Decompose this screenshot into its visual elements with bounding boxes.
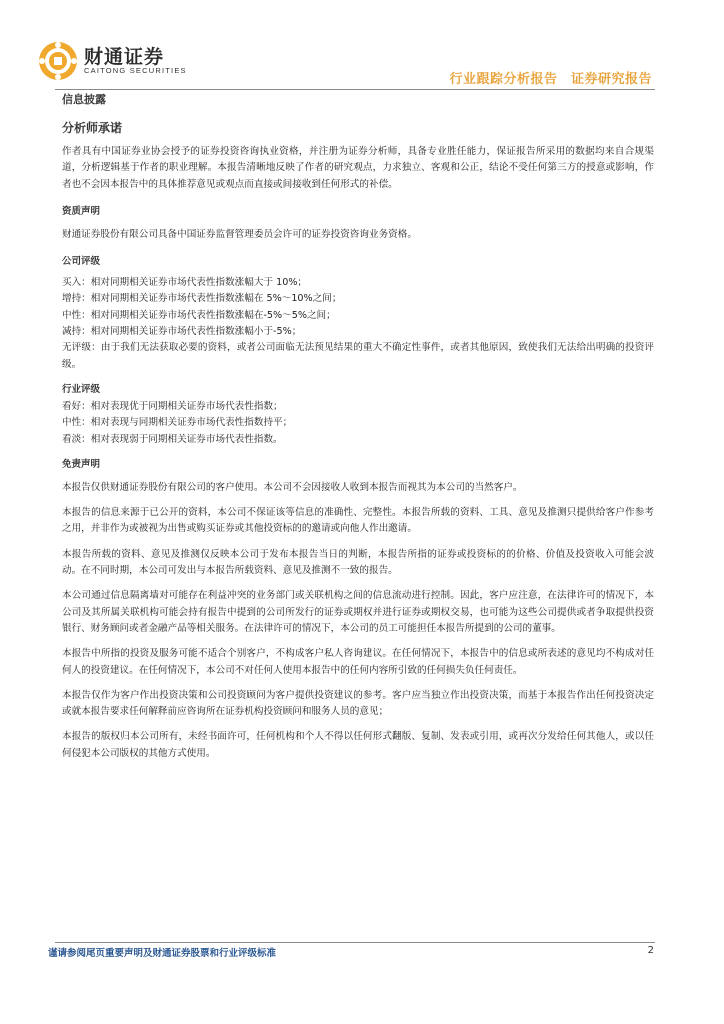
disclaimer-paragraph: 本报告所载的资料、意见及推测仅反映本公司于发布本报告当日的判断，本报告所指的证券或投资标的的价格、价值及投资收入可能会波动。在不同时期，本公司可发出与本报告所载资料、意见及推测不一致的报告。 (62, 548, 654, 577)
footer-disclaimer-link[interactable]: 谨请参阅尾页重要声明及财通证券股票和行业评级标准 (48, 948, 277, 959)
company-rating-item: 买入：相对同期相关证券市场代表性指数涨幅大于 10%； (62, 277, 308, 289)
brand-name-en: CAITONG SECURITIES (84, 66, 187, 75)
company-rating-item: 减持：相对同期相关证券市场代表性指数涨幅小于-5%； (62, 326, 302, 338)
industry-rating-list (62, 399, 654, 448)
disclaimer-paragraph: 本报告仅供财通证券股份有限公司的客户使用。本公司不会因接收人收到本报告而视其为本公司的当然客户。 (62, 481, 523, 493)
disclaimer-paragraph: 本公司通过信息隔离墙对可能存在利益冲突的业务部门或关联机构之间的信息流动进行控制。因此，客户应注意，在法律许可的情况下，本公司及其所属关联机构可能会持有报告中提到的公司所发行的证券或期权并进行证券或期权交易，也可能为这些公司提供或者争取提供投资银行、财务顾问或者金融产品等相关服务。在法律许可的情况下，本公司的员工可能担任本报告所提到的公司的董事。 (62, 590, 654, 634)
qualification-text: 财通证券股份有限公司具备中国证券监督管理委员会许可的证券投资咨询业务资格。 (62, 228, 417, 240)
disclaimer-paragraph: 本报告的版权归本公司所有，未经书面许可，任何机构和个人不得以任何形式翻版、复制、发表或引用，或再次分发给任何其他人，或以任何侵犯本公司版权的其他方式使用。 (62, 731, 654, 759)
company-rating-item: 增持：相对同期相关证券市场代表性指数涨幅在 5%～10%之间； (62, 293, 342, 305)
industry-rating-item: 中性：相对表现与同期相关证券市场代表性指数持平； (62, 417, 293, 429)
industry-rating-item: 看淡：相对表现弱于同期相关证券市场代表性指数。 (62, 433, 283, 445)
company-rating-title: 公司评级 (62, 256, 101, 268)
disclosure-content (62, 90, 654, 762)
qualification-title: 资质声明 (62, 205, 101, 217)
caitong-logo-icon (38, 41, 78, 81)
page-number: 2 (647, 945, 654, 956)
disclaimer-paragraph: 本报告的信息来源于已公开的资料，本公司不保证该等信息的准确性、完整性。本报告所载的资料、工具、意见及推测只提供给客户作参考之用，并非作为或被视为出售或购买证券或其他投资标的的邀请或向他人作出邀请。 (62, 507, 654, 535)
analyst-title: 分析师承诺 (62, 121, 123, 135)
brand-name: 财通证券 (84, 46, 165, 68)
analyst-text: 作者具有中国证券业协会授予的证券投资咨询执业资格，并注册为证券分析师，具备专业胜任能力，保证报告所采用的数据均来自合规渠道，分析逻辑基于作者的职业理解。本报告清晰地反映了作者的研究观点，力求独立、客观和公正，结论不受任何第三方的授意或影响，作者也不会因本报告中的具体推荐意见或观点而直接或间接收到任何形式的补偿。 (62, 146, 654, 190)
industry-rating-item: 看好：相对表现优于同期相关证券市场代表性指数； (62, 400, 283, 412)
industry-rating-title: 行业评级 (62, 383, 101, 395)
section-title: 信息披露 (62, 93, 106, 106)
report-type-label: 行业跟踪分析报告 证券研究报告 (449, 72, 652, 87)
company-rating-list (62, 275, 654, 373)
disclaimer-title: 免责声明 (62, 458, 101, 470)
company-rating-item: 中性：相对同期相关证券市场代表性指数涨幅在-5%～5%之间； (62, 309, 336, 321)
page-header (0, 0, 724, 90)
disclaimer-paragraph: 本报告仅作为客户作出投资决策和公司投资顾问为客户提供投资建议的参考。客户应当独立作出投资决策，而基于本报告作出任何投资决定或就本报告要求任何解释前应咨询所在证券机构投资顾问和服务人员的意见； (62, 689, 654, 718)
no-rating-text: 无评级：由于我们无法获取必要的资料，或者公司面临无法预见结果的重大不确定性事件，或者其他原因，致使我们无法给出明确的投资评级。 (62, 342, 654, 370)
footer-divider (55, 942, 655, 943)
disclaimer-paragraph: 本报告中所指的投资及服务可能不适合个别客户，不构成客户私人咨询建议。在任何情况下，本报告中的信息或所表述的意见均不构成对任何人的投资建议。在任何情况下，本公司不对任何人使用本报告中的任何内容所引致的任何损失负任何责任。 (62, 648, 654, 676)
